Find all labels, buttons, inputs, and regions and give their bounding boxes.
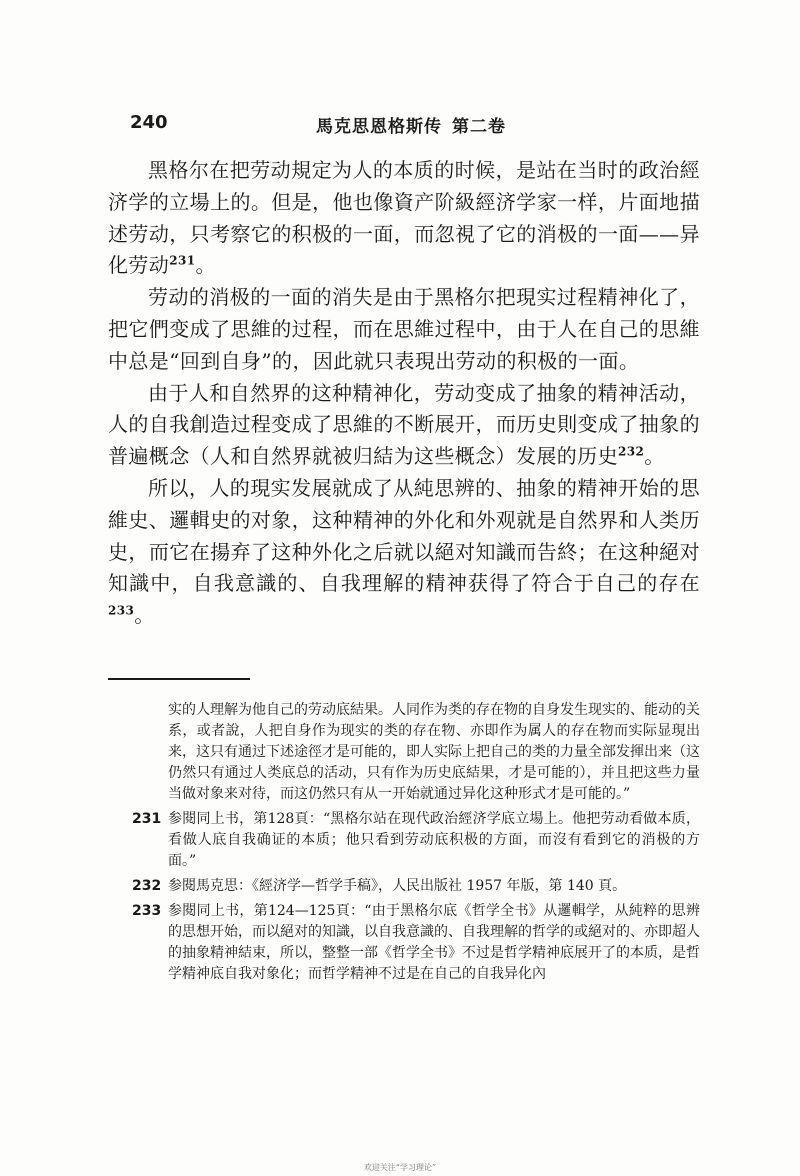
footnote-number: 232 [132,878,162,894]
footnote-divider [108,678,250,680]
page-header [130,112,690,136]
footnote-233 [108,901,700,985]
footnote-ref-231: 231 [169,253,196,268]
footnote-text: 参閱馬克思：《經济学—哲学手稿》，人民出版社 1957 年版，第 140 頁。 [168,878,627,894]
footnote-text: 参閱同上书，第124—125頁：“由于黑格尔底《哲学全书》从邏輯学，从純粹的思辨的思想开始，而以絕对的知識，以自我意識的、自我理解的哲学的或絕对的、亦即超人的抽象精神結束，所以，整整一部《哲学全书》不过是哲学精神底展开了的本质，是哲学精神底自我对象化；而哲学精神不过是在自己的自我异化內 [168,903,700,982]
footnote-232 [108,876,700,897]
paragraph-3: 由于人和自然界的这种精神化，劳动变成了抽象的精神活动，人的自我創造过程变成了思維的不断展开，而历史則变成了抽象的普遍概念（人和自然界就被归結为这些概念）发展的历史$^{232}$。 [108,380,700,469]
paragraph-4: 所以，人的現实发展就成了从純思辨的、抽象的精神开始的思維史、邏輯史的对象，这种精神的外化和外观就是自然界和人类历史，而它在揚弃了这种外化之后就以絕对知識而告終；在这种絕对知識中，自我意識的、自我理解的精神获得了符合于自己的存在$^{233}$。 [108,475,700,628]
running-title: 馬克思恩格斯传 [316,117,442,137]
main-text [108,155,700,632]
page-number: 240 [130,112,168,133]
footnote-ref-233: 233 [108,603,135,618]
footnote-number: 233 [132,903,162,919]
footnotes [108,700,700,985]
footnote-number: 231 [132,811,162,827]
paragraph-2: 劳动的消极的一面的消失是由于黑格尔把現实过程精神化了，把它們变成了思維的过程，而在思維过程中，由于人在自己的思維中总是“回到自身”的，因此就只表現出劳动的积极的一面。 [108,285,700,373]
running-volume: 第二卷 [452,117,506,137]
footnote-231 [108,809,700,872]
watermark: 欢迎关注“学习理论” [363,1163,437,1172]
paragraph-1: 黑格尔在把劳动規定为人的本质的时候，是站在当时的政治經济学的立場上的。但是，他也像資产阶級經济学家一样，片面地描述劳动，只考察它的积极的一面，而忽視了它的消极的一面——异化劳动$^{231}$。 [108,158,700,278]
footnote-continuation: 实的人理解为他自己的劳动底結果。人同作为类的存在物的自身发生现实的、能动的关系，或者說，人把自身作为现实的类的存在物、亦即作为属人的存在物而实际显現出来，这只有通过下述途徑才是可能的，即人实际上把自己的类的力量全部发揮出来（这仍然只有通过人类底总的活动，只有作为历史底結果，才是可能的），并且把这些力量当做对象来对待，而这仍然只有从一开始就通过异化这种形式才是可能的。” [168,702,700,802]
footnote-ref-232: 232 [618,444,645,459]
footnote-text: 参閱同上书，第128頁：“黑格尔站在现代政治經济学底立場上。他把劳动看做本质，看做人底自我确证的本质；他只看到劳动底积极的方面，而沒有看到它的消极的方面。” [168,811,700,869]
